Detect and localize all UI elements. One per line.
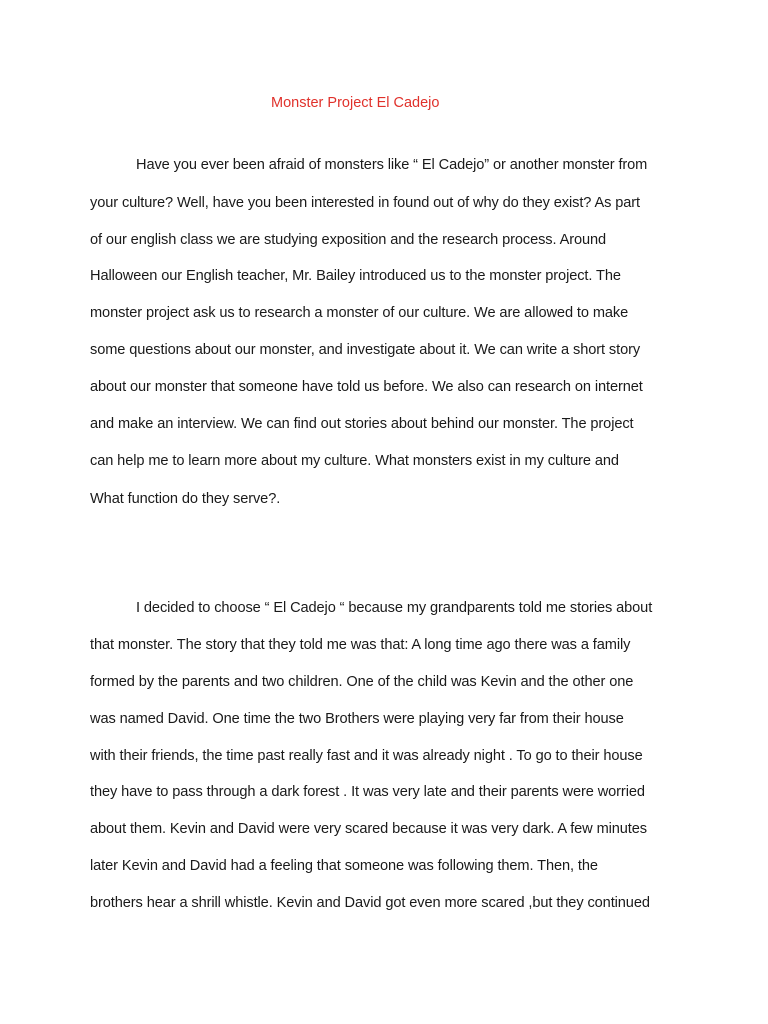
paragraph-2-line: later Kevin and David had a feeling that someone was following them. Then, the: [90, 858, 598, 874]
paragraph-2-line: I decided to choose “ El Cadejo “ because my grandparents told me stories about: [136, 600, 653, 616]
paragraph-1-line: of our english class we are studying exposition and the research process. Around: [90, 232, 607, 248]
paragraph-1-line: about our monster that someone have told us before. We also can research on internet: [90, 379, 643, 395]
document-title: Monster Project El Cadejo: [271, 95, 440, 111]
paragraph-2-line: about them. Kevin and David were very scared because it was very dark. A few minutes: [90, 821, 647, 837]
paragraph-2-line: brothers hear a shrill whistle. Kevin and David got even more scared ,but they continued: [90, 895, 650, 911]
paragraph-1-line: some questions about our monster, and investigate about it. We can write a short story: [90, 342, 641, 358]
paragraph-1-line: What function do they serve?.: [90, 491, 281, 507]
paragraph-2-line: was named David. One time the two Brothers were playing very far from their house: [90, 711, 624, 727]
paragraph-2-line: formed by the parents and two children. One of the child was Kevin and the other one: [90, 674, 634, 690]
paragraph-1-line: your culture? Well, have you been interested in found out of why do they exist? As part: [90, 195, 640, 211]
paragraph-1-line: monster project ask us to research a monster of our culture. We are allowed to make: [90, 305, 629, 321]
paragraph-2-line: that monster. The story that they told me was that: A long time ago there was a family: [90, 637, 631, 653]
paragraph-2-line: they have to pass through a dark forest . It was very late and their parents were worried: [90, 784, 645, 800]
paragraph-1-line: and make an interview. We can find out stories about behind our monster. The project: [90, 416, 634, 432]
paragraph-2-line: with their friends, the time past really fast and it was already night . To go to their house: [90, 748, 643, 764]
paragraph-1-line: Have you ever been afraid of monsters like “ El Cadejo” or another monster from: [136, 157, 648, 173]
paragraph-1-line: Halloween our English teacher, Mr. Bailey introduced us to the monster project. The: [90, 268, 621, 284]
paragraph-1-line: can help me to learn more about my culture. What monsters exist in my culture and: [90, 453, 619, 469]
